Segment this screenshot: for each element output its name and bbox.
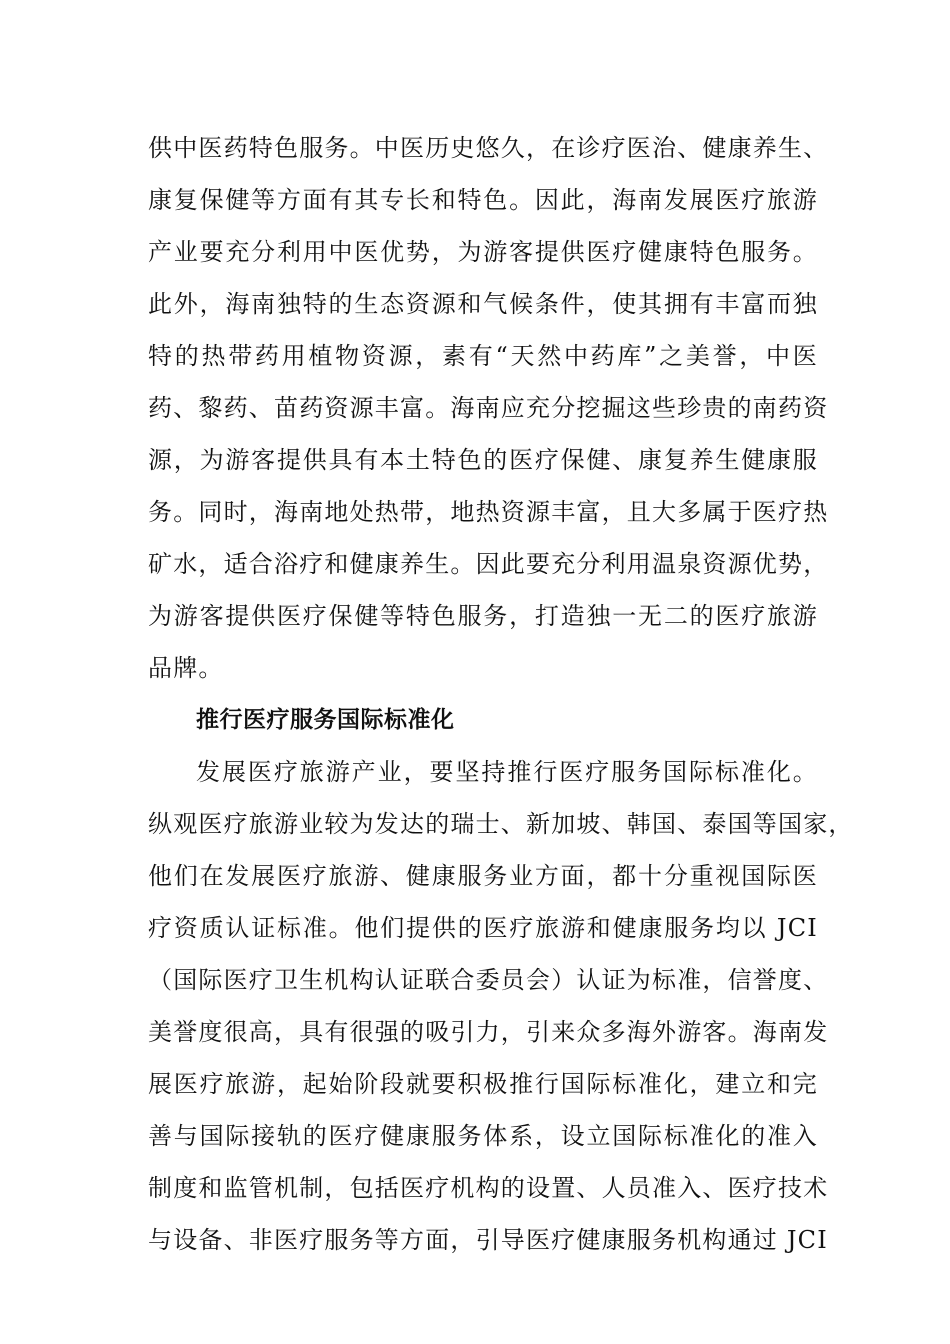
body-line: 疗资质认证标准。他们提供的医疗旅游和健康服务均以 JCI <box>148 914 818 942</box>
body-line: 务。同时，海南地处热带，地热资源丰富，且大多属于医疗热 <box>148 498 829 526</box>
body-line: 药、黎药、苗药资源丰富。海南应充分挖掘这些珍贵的南药资 <box>148 394 829 422</box>
body-line: 产业要充分利用中医优势，为游客提供医疗健康特色服务。 <box>148 238 818 266</box>
body-line: 展医疗旅游，起始阶段就要积极推行国际标准化，建立和完 <box>148 1070 818 1098</box>
body-line: 纵观医疗旅游业较为发达的瑞士、新加坡、韩国、泰国等国家， <box>148 810 854 838</box>
body-line: 制度和监管机制，包括医疗机构的设置、人员准入、医疗技术 <box>148 1174 829 1202</box>
body-line: 美誉度很高，具有很强的吸引力，引来众多海外游客。海南发 <box>148 1018 829 1046</box>
body-line: 他们在发展医疗旅游、健康服务业方面，都十分重视国际医 <box>148 862 818 890</box>
body-line: 供中医药特色服务。中医历史悠久，在诊疗医治、健康养生、 <box>148 134 829 162</box>
body-line: 发展医疗旅游产业，要坚持推行医疗服务国际标准化。 <box>196 758 818 786</box>
body-line: 为游客提供医疗保健等特色服务，打造独一无二的医疗旅游 <box>148 602 818 630</box>
body-line: 此外，海南独特的生态资源和气候条件，使其拥有丰富而独 <box>148 290 818 318</box>
body-line: 善与国际接轨的医疗健康服务体系，设立国际标准化的准入 <box>148 1122 818 1150</box>
body-line: 与设备、非医疗服务等方面，引导医疗健康服务机构通过 JCI <box>148 1226 828 1254</box>
document-body <box>148 128 854 1272</box>
section-heading: 推行医疗服务国际标准化 <box>196 707 455 733</box>
body-line: （国际医疗卫生机构认证联合委员会）认证为标准，信誉度、 <box>148 966 829 994</box>
body-line: 特的热带药用植物资源，素有“天然中药库”之美誉，中医 <box>148 342 818 370</box>
body-line: 康复保健等方面有其专长和特色。因此，海南发展医疗旅游 <box>148 186 818 214</box>
body-line: 源，为游客提供具有本土特色的医疗保健、康复养生健康服 <box>148 446 818 474</box>
body-line: 品牌。 <box>148 654 224 682</box>
body-line: 矿水，适合浴疗和健康养生。因此要充分利用温泉资源优势， <box>148 550 829 578</box>
